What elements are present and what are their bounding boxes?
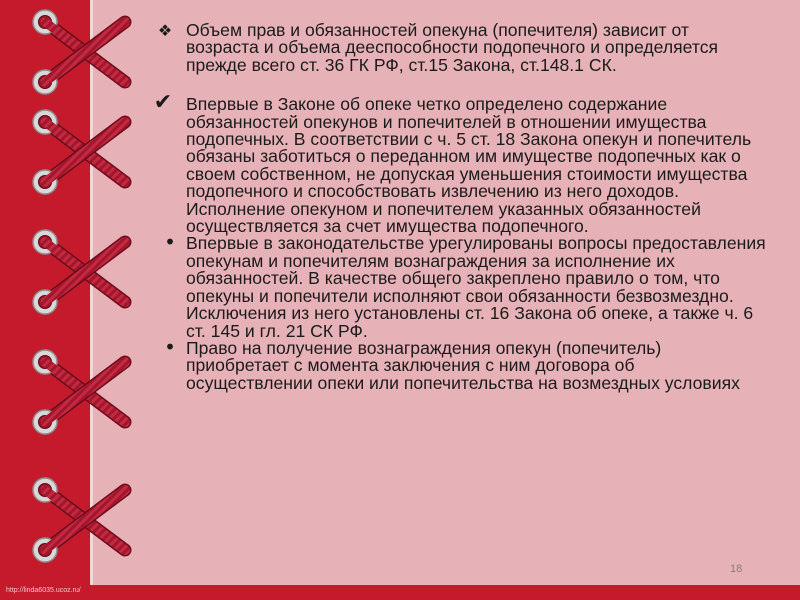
lace-cross bbox=[33, 110, 125, 194]
list-item bbox=[146, 230, 766, 341]
lace-cross bbox=[33, 478, 125, 562]
list-item-text: Объем прав и обязанностей опекуна (попечителя) зависит от возраста и объема дееспособности подопечного и определяется прежде всего ст. 36 ГК РФ, ст.15 Закона, ст.148.1 СК. bbox=[186, 20, 719, 75]
lace-cross bbox=[33, 10, 125, 94]
list-item bbox=[146, 334, 766, 393]
list-item bbox=[146, 90, 766, 237]
dot-bullet-icon: • bbox=[164, 230, 176, 255]
page-number: 18 bbox=[730, 563, 743, 575]
watermark: http://linda6035.ucoz.ru/ bbox=[6, 587, 81, 594]
list-item-text: Впервые в законодательстве урегулированы вопросы предоставления опекунам и попечителям вознаграждения за исполнение их обязанностей. В качестве общего закреплено правило о том, что опекуны и попечители исполняют свои обязанности безвозмездно. Исключения из него установлены ст. 16 Закона об опеке, а также ч. 6 ст. 145 и гл. 21 СК РФ. bbox=[186, 233, 766, 341]
shoelace-decoration bbox=[0, 0, 160, 600]
checkmark-bullet-icon: ✔ bbox=[153, 90, 173, 116]
dot-bullet-icon: • bbox=[164, 334, 176, 359]
list-item-text: Право на получение вознаграждения опекун (попечитель) приобретает с момента заключения с ним договора об осуществлении опеки или попечительства на возмездных условиях bbox=[186, 337, 740, 393]
lace-cross bbox=[33, 230, 125, 314]
list-item bbox=[146, 22, 766, 74]
lace-cross bbox=[33, 350, 125, 434]
slide-text bbox=[146, 22, 766, 392]
list-item-text: Впервые в Законе об опеке четко определено содержание обязанностей опекунов и попечителей в отношении имущества подопечных. В соответствии с ч. 5 ст. 18 Закона опекун и попечитель обязаны заботиться о переданном им имуществе подопечных как о своем собственном, не допуская уменьшения стоимости имущества подопечного и способствовать извлечению из него доходов. Исполнение опекуном и попечителем указанных обязанностей осуществляется за счет имущества подопечного. bbox=[186, 94, 752, 237]
diamond-bullet-icon: ❖ bbox=[157, 21, 173, 40]
